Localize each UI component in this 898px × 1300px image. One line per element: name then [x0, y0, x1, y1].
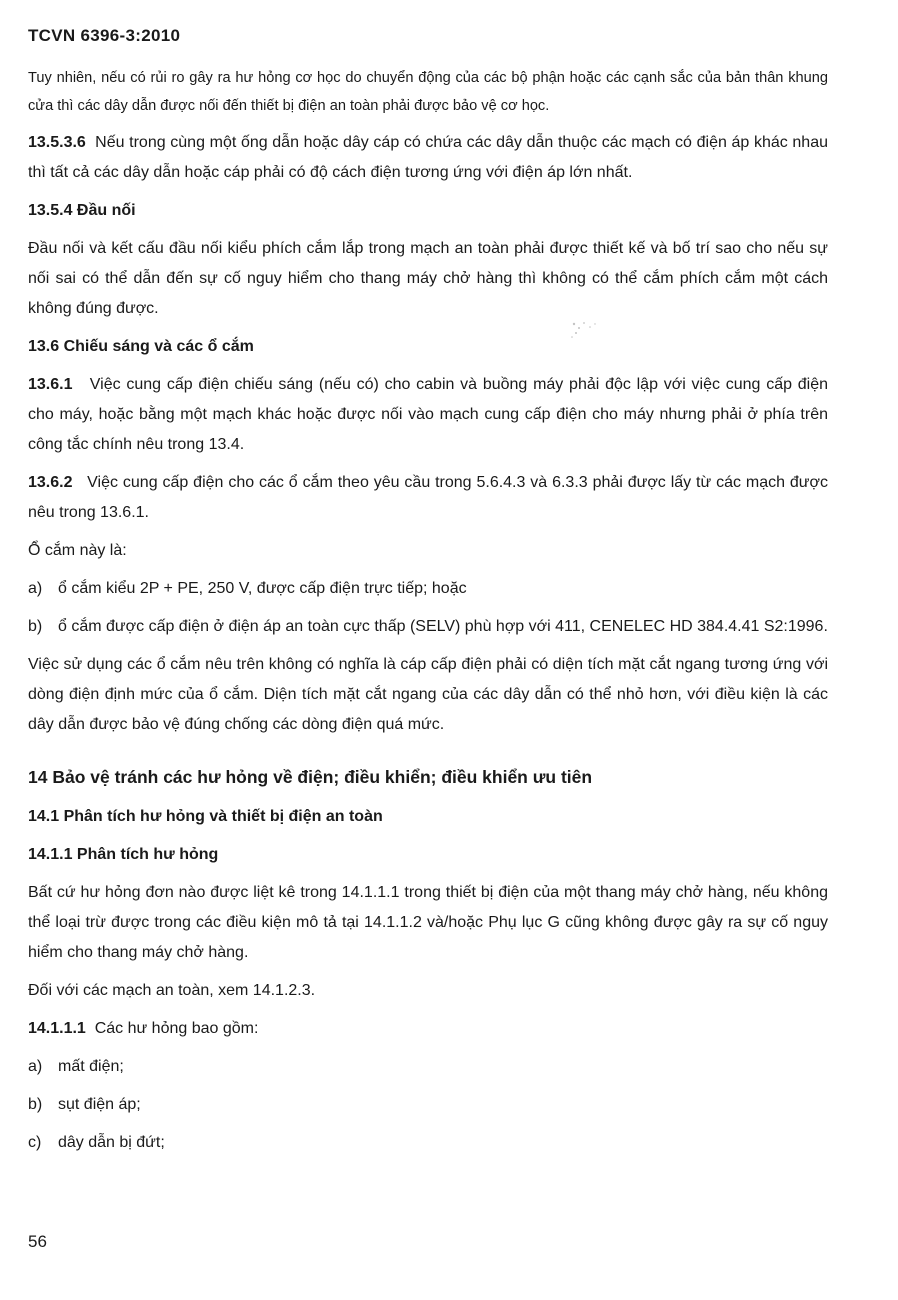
clause-text: Việc cung cấp điện chiếu sáng (nếu có) cho cabin và buồng máy phải độc lập với việc cung cấp điện cho máy, hoặc bằng một mạch khác hoặc được nối vào mạch cung cấp điện cho máy nhưng phải ở phía trên công tắc chính nêu trong 13.4.	[28, 376, 828, 453]
list-marker: b)	[28, 1096, 43, 1113]
list-item	[28, 574, 828, 604]
paragraph-safety-circuits: Đối với các mạch an toàn, xem 14.1.2.3.	[28, 982, 316, 999]
heading-13-5-4: 13.5.4 Đầu nối	[28, 202, 136, 219]
list-marker: c)	[28, 1134, 42, 1151]
scan-artifact-icon	[568, 318, 608, 340]
clause-number: 14.1.1.1	[28, 1020, 86, 1037]
heading-14: 14 Bảo vệ tránh các hư hỏng về điện; điều khiển; điều khiển ưu tiên	[28, 767, 593, 787]
clause-text: Các hư hỏng bao gồm:	[94, 1020, 259, 1037]
list-item	[28, 1128, 828, 1158]
list-text: ổ cắm kiểu 2P + PE, 250 V, được cấp điện trực tiếp; hoặc	[58, 580, 467, 597]
list-marker: a)	[28, 1058, 43, 1075]
list-item	[28, 1090, 828, 1120]
paragraph-13-5-4: Đầu nối và kết cấu đầu nối kiểu phích cắm lắp trong mạch an toàn phải được thiết kế và bố trí sao cho nếu sự nối sai có thể dẫn đến sự cố nguy hiểm cho thang máy chở hàng thì không có thể cắm phích cắm một cách không đúng được.	[28, 240, 828, 317]
clause-14-1-1-1	[28, 1014, 828, 1044]
clause-13-6-2	[28, 468, 828, 528]
clause-text: Nếu trong cùng một ống dẫn hoặc dây cáp có chứa các dây dẫn thuộc các mạch có điện áp khác nhau thì tất cả các dây dẫn hoặc cáp phải có độ cách điện tương ứng với điện áp lớn nhất.	[28, 134, 829, 181]
list-item	[28, 612, 828, 642]
list-marker: b)	[28, 618, 43, 635]
list-text: dây dẫn bị đứt;	[58, 1134, 165, 1151]
clause-number: 13.6.2	[28, 474, 73, 491]
list-text: ổ cắm được cấp điện ở điện áp an toàn cực thấp (SELV) phù hợp với 411, CENELEC HD 384.4.41 S2:1996.	[58, 618, 828, 635]
document-page	[28, 26, 828, 1158]
heading-14-1-1: 14.1.1 Phân tích hư hỏng	[28, 846, 219, 863]
paragraph-socket-intro: Ổ cắm này là:	[28, 542, 127, 559]
list-marker: a)	[28, 580, 43, 597]
clause-text: Việc cung cấp điện cho các ổ cắm theo yêu cầu trong 5.6.4.3 và 6.3.3 phải được lấy từ các mạch được nêu trong 13.6.1.	[28, 474, 829, 521]
clause-13-6-1	[28, 370, 828, 460]
list-item	[28, 1052, 828, 1082]
list-text: mất điện;	[58, 1058, 124, 1075]
paragraph-14-1-1: Bất cứ hư hỏng đơn nào được liệt kê trong 14.1.1.1 trong thiết bị điện của một thang máy chở hàng, nếu không thể loại trừ được trong các điều kiện mô tả tại 14.1.1.2 và/hoặc Phụ lục G cũng không được gây ra sự cố nguy hiểm cho thang máy chở hàng.	[28, 884, 828, 961]
clause-number: 13.5.3.6	[28, 134, 86, 151]
paragraph-socket-usage: Việc sử dụng các ổ cắm nêu trên không có nghĩa là cáp cấp điện phải có diện tích mặt cắt ngang tương ứng với dòng điện định mức của ổ cắm. Diện tích mặt cắt ngang của các dây dẫn có thể nhỏ hơn, với điều kiện là các dây dẫn được bảo vệ đúng chống các dòng điện quá mức.	[28, 656, 828, 733]
list-text: sụt điện áp;	[58, 1096, 141, 1113]
heading-13-6: 13.6 Chiếu sáng và các ổ cắm	[28, 338, 254, 355]
heading-14-1: 14.1 Phân tích hư hỏng và thiết bị điện an toàn	[28, 808, 383, 825]
clause-13-5-3-6	[28, 128, 828, 188]
clause-number: 13.6.1	[28, 376, 73, 393]
standard-code-header: TCVN 6396-3:2010	[28, 26, 181, 45]
paragraph-intro: Tuy nhiên, nếu có rủi ro gây ra hư hỏng cơ học do chuyển động của các bộ phận hoặc các cạnh sắc của bản thân khung cửa thì các dây dẫn được nối đến thiết bị điện an toàn phải được bảo vệ cơ học.	[28, 70, 828, 114]
page-number: 56	[28, 1232, 47, 1251]
